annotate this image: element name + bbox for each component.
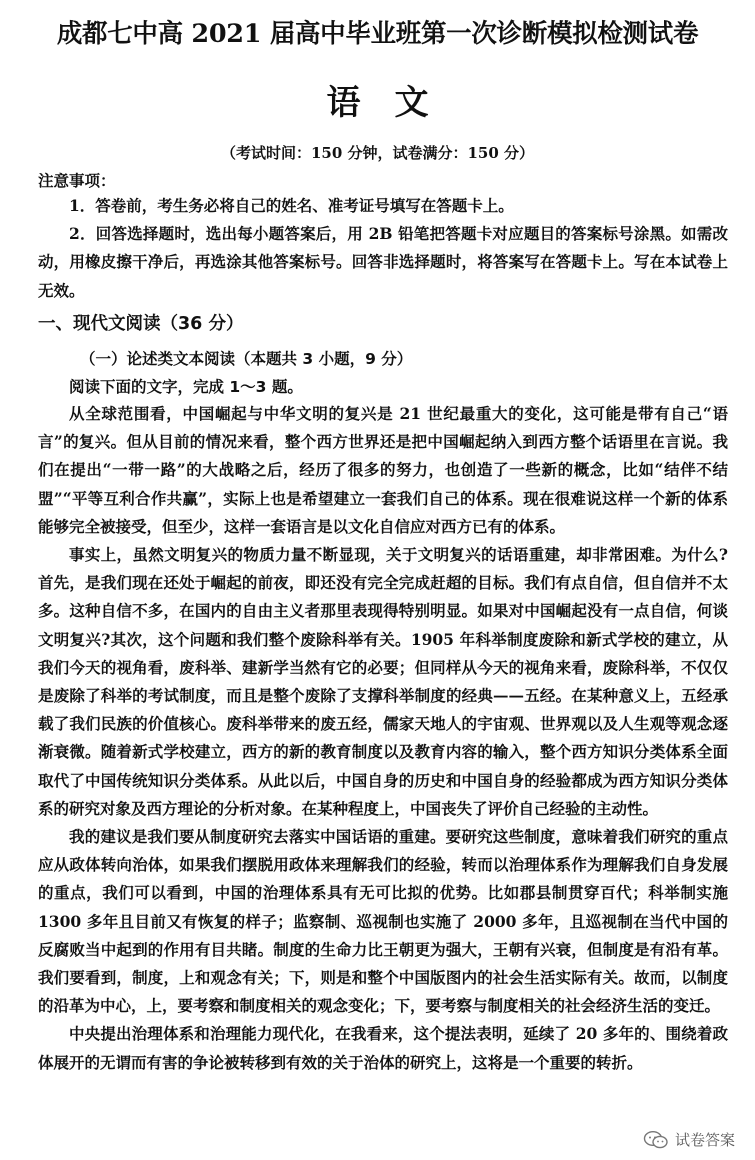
passage-paragraph: 从全球范围看，中国崛起与中华文明的复兴是 21 世纪最重大的变化，这可能是带有自己“语言”的复兴。但从目前的情况来看，整个西方世界还是把中国崛起纳入到西方整个话语里在言说。我们在提出“一带一路”的大战略之后，经历了很多的努力，也创造了一些新的概念，比如“结伴不结盟”“平等互利合作共赢”，实际上也是希望建立一套我们自己的体系。现在很难说这样一个新的体系能够完全被接受，但至少，这样一套语言是以文化自信应对西方已有的体系。 — [38, 404, 728, 536]
subject-title: 语文 — [326, 83, 463, 123]
passage-paragraph: 中央提出治理体系和治理能力现代化，在我看来，这个提法表明，延续了 20 多年的、围绕着政体展开的无谓而有害的争论被转移到有效的关于治体的研究上，这将是一个重要的转折。 — [38, 1024, 728, 1072]
exam-title: 成都七中高 2021 届高中毕业班第一次诊断模拟检测试卷 — [56, 19, 699, 49]
notice-heading: 注意事项： — [38, 172, 116, 190]
reading-instruction: 阅读下面的文字，完成 1～3 题。 — [69, 378, 303, 396]
source-watermark — [639, 1127, 739, 1152]
notice-list — [38, 192, 728, 305]
passage-paragraph: 我的建议是我们要从制度研究去落实中国话语的重建。要研究这些制度，意味着我们研究的重点应从政体转向治体，如果我们摆脱用政体来理解我们的经验，转而以治理体系作为理解我们自身发展的重点，我们可以看到，中国的治理体系具有无可比拟的优势。比如郡县制贯穿百代；科举制实施 1300 多年且目前又有恢复的样子；监察制、巡视制也实施了 2000 多年，且巡视制在当代中国的反腐败当中起到的作用有目共睹。制度的生命力比王朝更为强大，王朝有兴衰，但制度是有沿有革。我们要看到，制度，上和观念有关；下，则是和整个中国版图内的社会生活实际有关。故而，以制度的沿革为中心，上，要考察和制度相关的观念变化；下，要考察与制度相关的社会经济生活的变迁。 — [38, 827, 728, 1016]
subsection-heading: （一）论述类文本阅读（本题共 3 小题，9 分） — [80, 350, 413, 368]
exam-info: （考试时间：150 分钟，试卷满分：150 分） — [220, 144, 535, 162]
passage-paragraph: 事实上，虽然文明复兴的物质力量不断显现，关于文明复兴的话语重建，却非常困难。为什么?首先，是我们现在还处于崛起的前夜，即还没有完全完成赶超的目标。我们有点自信，但自信并不太多。这种自信不多，在国内的自由主义者那里表现得特别明显。如果对中国崛起没有一点自信，何谈文明复兴?其次，这个问题和我们整个废除科举有关。1905 年科举制度废除和新式学校的建立，从我们今天的视角看，废科举、建新学当然有它的必要；但同样从今天的视角来看，废除科举，不仅仅是废除了科举的考试制度，而且是整个废除了支撑科举制度的经典——五经。在某种意义上，五经承载了我们民族的价值核心。废科举带来的废五经，儒家天地人的宇宙观、世界观以及人生观等观念逐渐衰微。随着新式学校建立，西方的新的教育制度以及教育内容的输入，整个西方知识分类体系全面取代了中国传统知识分类体系。从此以后，中国自身的历史和中国自身的经验都成为西方知识分类体系的研究对象及西方理论的分析对象。在某种程度上，中国丧失了评价自己经验的主动性。 — [38, 545, 728, 818]
reading-passage — [38, 400, 728, 1077]
section-heading: 一、现代文阅读（36 分） — [38, 314, 244, 334]
notice-item: 1．答卷前，考生务必将自己的姓名、准考证号填写在答题卡上。 — [69, 196, 514, 215]
watermark-text: 试卷答案 — [674, 1131, 735, 1149]
wechat-icon — [643, 1130, 669, 1150]
notice-item: 2．回答选择题时，选出每小题答案后，用 2B 铅笔把答题卡对应题目的答案标号涂黑。如需改动，用橡皮擦干净后，再选涂其他答案标号。回答非选择题时，将答案写在答题卡上。写在本试卷上无效。 — [38, 224, 728, 300]
